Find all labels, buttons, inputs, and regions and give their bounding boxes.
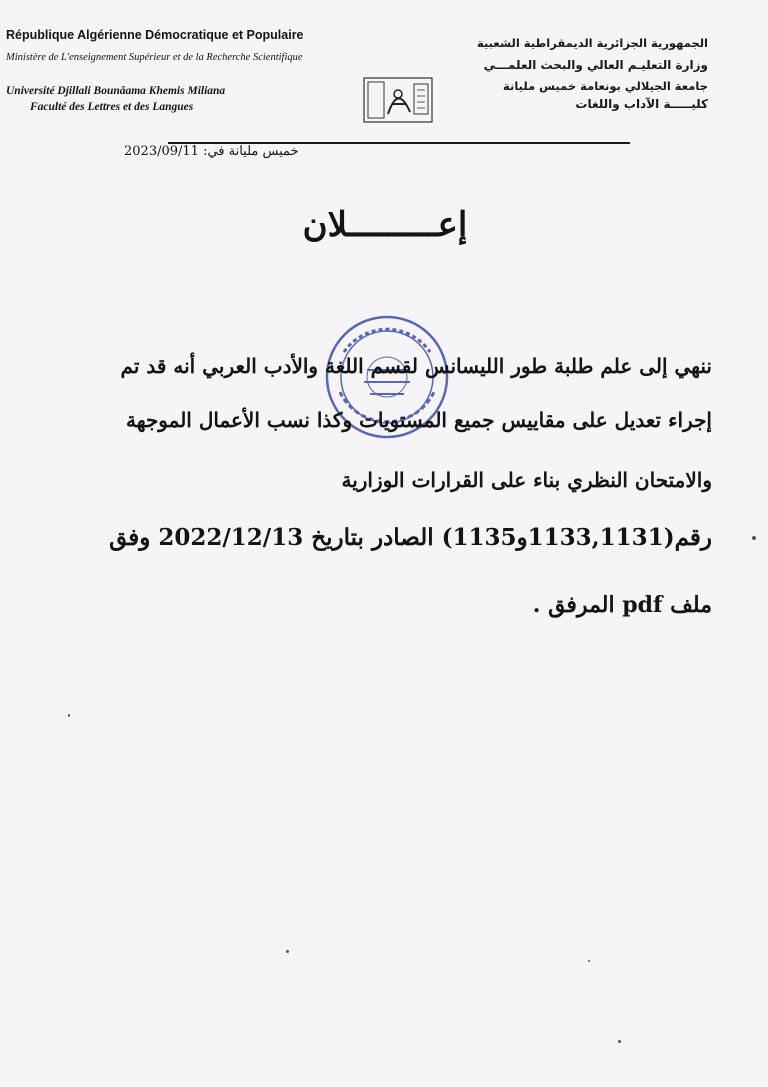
body-line-4: رقم(1133,1131و1135) الصادر بتاريخ 2022/12/13 وفق xyxy=(109,524,712,551)
document-date: خميس مليانة في: 2023/09/11 xyxy=(124,144,299,159)
speck xyxy=(588,960,590,962)
speck xyxy=(752,536,756,540)
header-ar-ministry: وزارة التعليـم العالي والبحث العلمـــي xyxy=(483,58,708,72)
university-logo-icon xyxy=(362,74,434,126)
speck xyxy=(286,950,289,953)
header-fr-faculty: Faculté des Lettres et des Langues xyxy=(30,101,194,113)
header-ar-faculty: كليـــــة الآداب واللغات xyxy=(575,97,708,111)
body-line-5: ملف pdf المرفق . xyxy=(532,592,712,618)
header-ar-university: جامعة الجيلالي بونعامة خميس مليانة xyxy=(503,79,708,93)
header-fr-ministry: Ministère de L'enseignement Supérieur et de la Recherche Scientifique xyxy=(6,52,303,63)
body-line-2: إجراء تعديل على مقاييس جميع المستويات وكذا نسب الأعمال الموجهة xyxy=(126,408,712,432)
body-line-3: والامتحان النظري بناء على القرارات الوزارية xyxy=(341,468,712,492)
speck xyxy=(68,714,70,717)
header-fr-university: Université Djillali Bounâama Khemis Miliana xyxy=(6,85,226,97)
body-line-1: ننهي إلى علم طلبة طور الليسانس لقسم اللغة والأدب العربي أنه قد تم xyxy=(120,354,712,378)
speck xyxy=(618,1040,621,1043)
header-ar-republic: الجمهورية الجزائرية الديمقراطية الشعبية xyxy=(476,36,708,50)
announcement-title: إعـــــــــلان xyxy=(302,205,468,245)
header-fr-republic: République Algérienne Démocratique et Populaire xyxy=(6,28,304,42)
